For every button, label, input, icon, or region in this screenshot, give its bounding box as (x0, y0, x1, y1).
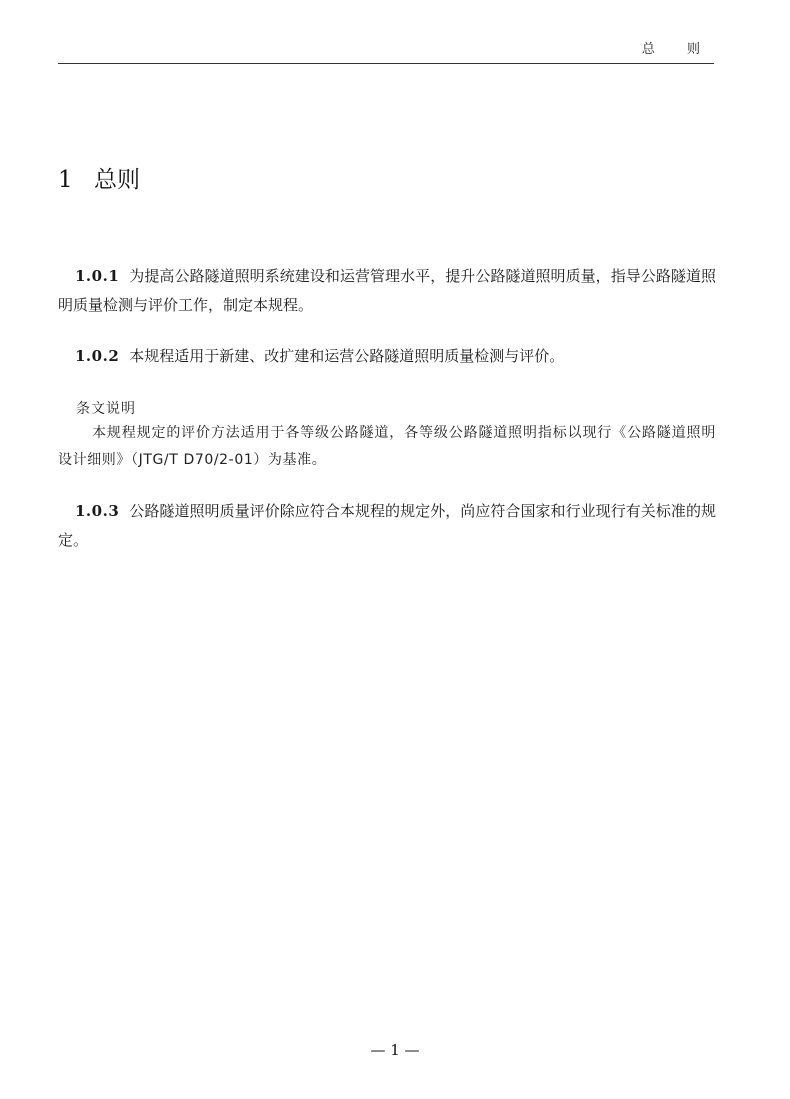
clause-1-0-3 (58, 497, 716, 555)
clause-1-0-1 (58, 262, 716, 320)
clause-number: 1.0.3 (75, 502, 120, 520)
header-rule (58, 63, 714, 64)
commentary-body: 本规程规定的评价方法适用于各等级公路隧道，各等级公路隧道照明指标以现行《公路隧道照明设计细则》（JTG/T D70/2-01）为基准。 (58, 425, 716, 468)
clause-number: 1.0.1 (75, 267, 120, 285)
chapter-number: 1 (58, 167, 73, 193)
clause-text: 本规程适用于新建、改扩建和运营公路隧道照明质量检测与评价。 (129, 347, 565, 365)
chapter-title (58, 161, 140, 194)
clause-text: 为提高公路隧道照明系统建设和运营管理水平，提升公路隧道照明质量，指导公路隧道照明质量检测与评价工作，制定本规程。 (58, 267, 716, 314)
running-header: 总 则 (641, 42, 714, 57)
clause-text: 公路隧道照明质量评价除应符合本规程的规定外，尚应符合国家和行业现行有关标准的规定。 (58, 502, 716, 549)
chapter-title-text: 总则 (94, 167, 140, 193)
page-number: — 1 — (370, 1041, 420, 1059)
clause-1-0-2 (58, 342, 716, 371)
clause-number: 1.0.2 (75, 347, 120, 365)
commentary-heading: 条文说明 (76, 401, 136, 417)
